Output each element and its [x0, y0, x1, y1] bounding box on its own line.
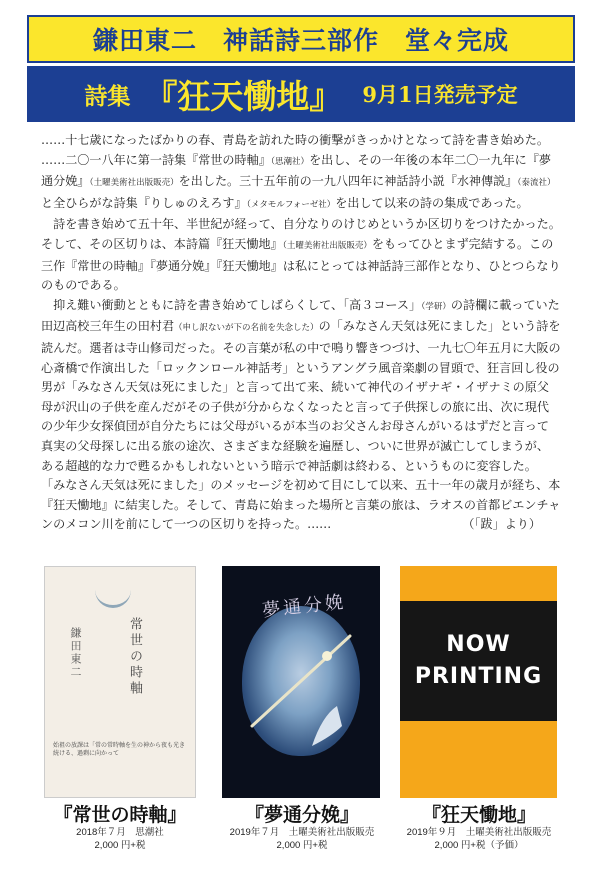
- caption-date-3: 2019年９月 土曜美術社出版販売: [406, 827, 552, 838]
- cover-title: 夢通分娩: [261, 591, 348, 622]
- now-printing-box: [400, 601, 557, 721]
- caption-info-2: [210, 826, 394, 852]
- series-headline: 鎌田東二 神話詩三部作 堂々完成: [92, 26, 509, 55]
- book-cover-mutsu: [222, 566, 380, 798]
- paragraph-2: ……二〇一八年に第一詩集『常世の時軸』（思潮社）を出し、その一年後の本年二〇一九年に『夢通分娩』（土曜美術社出版販売）を出した。三十五年前の一九八四年に神話詩小説『水神傳説』（泰流社）と全ひらがな詩集『りしゅのえろす』（メタモルフォーゼ社）を出して以来の詩の集成であった。: [41, 152, 556, 210]
- excerpt-text: [41, 131, 561, 535]
- cover-author: 鎌田東二: [69, 627, 82, 679]
- paragraph-1: ……十七歳になったばかりの春、青島を訪れた時の衝撃がきっかけとなって詩を書き始めた。: [41, 133, 549, 147]
- caption-title-3: 『狂天慟地』: [421, 804, 536, 826]
- caption-price-3: 2,000 円+税（予価）: [434, 840, 524, 851]
- release-banner: [27, 66, 575, 122]
- cover-blurb: 始祖の放課は「常の常時軸を生の神から夜も光き続ける、過剰に向かって: [53, 742, 186, 757]
- paragraph-4: 抑え難い衝動とともに詩を書き始めてしばらくして、「高３コース」（学研）の詩欄に載っていた田辺高校三年生の田村君（申し訳ないが下の名前を失念した）の「みなさん天気は死にました」という詩を読んだ。選者は寺山修司だった。その言葉が私の中で鳴り響きつづけ、一九七〇年五月に大阪の心斎橋で作演出した「ロックンロール神話考」というアングラ風音楽劇の冒頭で、狂言回し役の男が「みなさん天気は死にました」と言って出て来、続いて神代のイザナギ・イザナミの原父母が沢山の子供を産んだがその子供が分からなくなったと言って子供探しの旅に出、次に現代の少年少女探偵団が自分たちには父母がいるが本当のお父さんお母さんがいるはずだと言って真実の父母探しに出る旅の途次、さまざまな経験を遍歴し、ついに世界が滅亡してしまうが、ある超越的な力で甦るかもしれないという暗示で神話劇は終わる、というものに変容した。: [41, 297, 561, 473]
- title-banner: [27, 15, 575, 63]
- now-printing-line1: NOW: [446, 632, 511, 657]
- book-cover-kyoten: [400, 566, 557, 798]
- collection-label: 詩集: [84, 82, 131, 110]
- book-title: 『狂天慟地』: [144, 76, 343, 116]
- release-date: 9月1日発売予定: [362, 82, 518, 107]
- egg-illustration: [242, 606, 360, 756]
- caption-info-1: [38, 826, 202, 852]
- caption-info-3: [388, 826, 570, 852]
- caption-date-1: 2018年７月 思潮社: [76, 827, 164, 838]
- caption-price-2: 2,000 円+税: [276, 840, 328, 851]
- caption-title-2: 『夢通分娩』: [244, 804, 359, 826]
- paragraph-5: 「みなさん天気は死にました」のメッセージを初めて目にして以来、五十一年の歳月が経ち、本『狂天慟地』に結実した。そして、青島に始まった場所と言葉の旅は、ラオスの首都ビエンチャンのメコン川を前にして一つの区切りを持った。…… （「跋」より）: [41, 476, 561, 535]
- cover-title: 常世の時軸: [127, 617, 142, 697]
- caption-price-1: 2,000 円+税: [94, 840, 146, 851]
- paragraph-3: 詩を書き始めて五十年、半世紀が経って、自分なりのけじめというか区切りをつけたかった。そして、その区切りは、本詩篇『狂天慟地』（土曜美術社出版販売）をもってひとまず完結する。この三作『常世の時軸』『夢通分娩』『狂天慟地』は私にとっては神話詩三部作となり、ひとつらなりのものである。: [41, 217, 561, 293]
- caption-title-1: 『常世の時軸』: [53, 804, 187, 826]
- caption-date-2: 2019年７月 土曜美術社出版販売: [229, 827, 375, 838]
- crescent-moon-icon: [95, 587, 131, 608]
- book-cover-tokoyo: [44, 566, 196, 798]
- now-printing-line2: PRINTING: [414, 664, 543, 689]
- wolf-moon-icon: [242, 606, 360, 756]
- source-note: （「跋」より）: [462, 517, 541, 532]
